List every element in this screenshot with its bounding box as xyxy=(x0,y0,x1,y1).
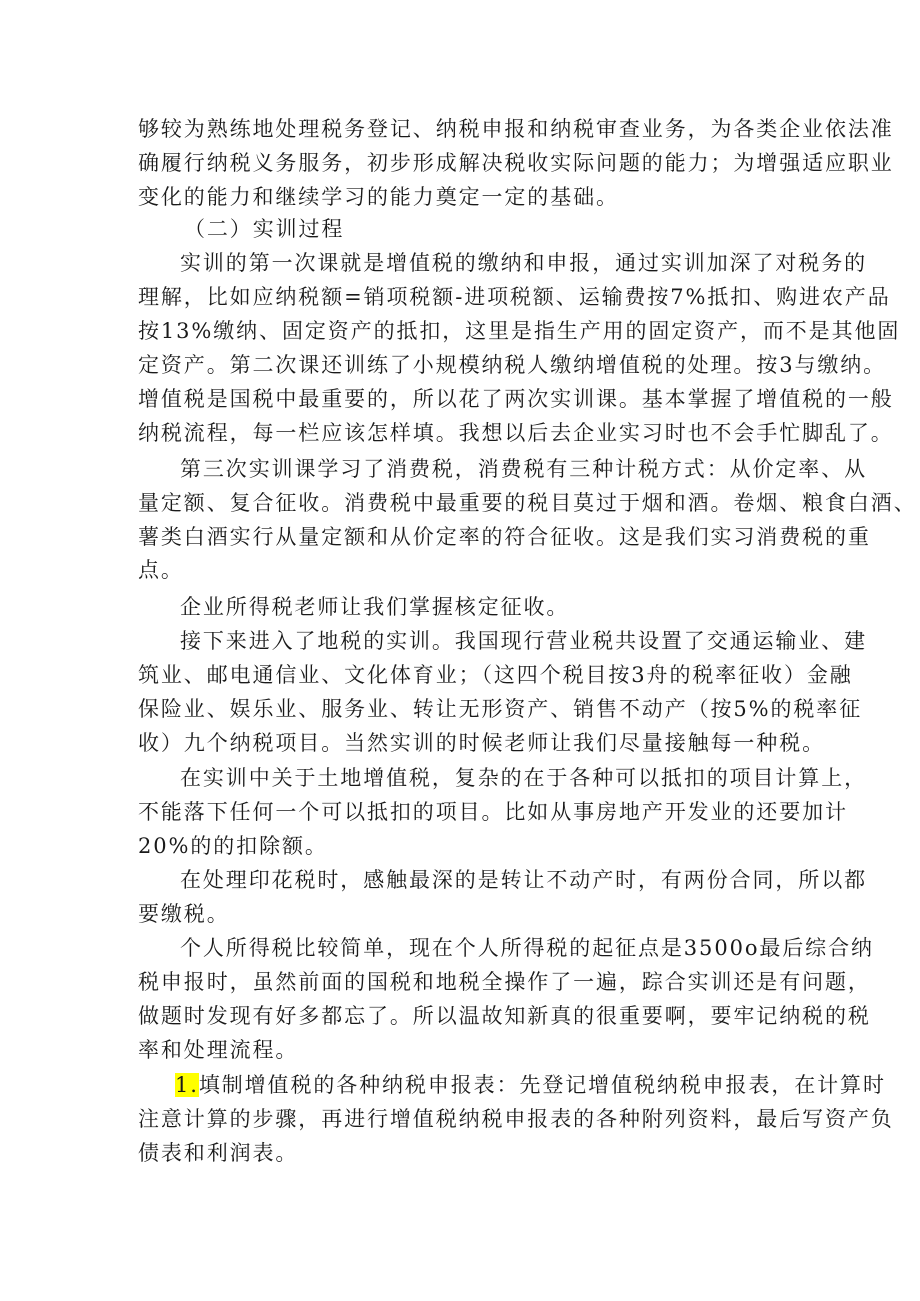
paragraph-line: 接下来进入了地税的实训。我国现行营业税共设置了交通运输业、建 xyxy=(180,629,867,653)
numbered-paragraph-line xyxy=(175,1068,920,1102)
paragraph-line: 理解，比如应纳税额=销项税额-进项税额、运输费按7%抵扣、购进农产品 xyxy=(138,285,891,309)
paragraph-line: 增值税是国税中最重要的，所以花了两次实训课。基本掌握了增值税的一般 xyxy=(138,387,894,411)
paragraph-line: 筑业、邮电通信业、文化体育业；（这四个税目按3舟的税率征收）金融 xyxy=(138,663,853,687)
section-heading: （二）实训过程 xyxy=(184,217,345,241)
paragraph-line: 率和处理流程。 xyxy=(138,1038,299,1062)
paragraph-line: 定资产。第二次课还训练了小规模纳税人缴纳增值税的处理。按3与缴纳。 xyxy=(138,353,887,377)
paragraph-line: 在实训中关于土地增值税，复杂的在于各种可以抵扣的项目计算上， xyxy=(180,766,867,790)
paragraph-line: 收）九个纳税项目。当然实训的时候老师让我们尽量接触每一种税。 xyxy=(138,731,825,755)
paragraph-line: 不能落下任何一个可以抵扣的项目。比如从事房地产开发业的还要加计 xyxy=(138,800,848,824)
paragraph-line: 变化的能力和继续学习的能力奠定一定的基础。 xyxy=(138,185,619,209)
paragraph-line: 个人所得税比较简单，现在个人所得税的起征点是3500o最后综合纳 xyxy=(180,936,874,960)
paragraph-line: 点。 xyxy=(138,558,184,582)
paragraph-line: 量定额、复合征收。消费税中最重要的税目莫过于烟和酒。卷烟、粮食白酒、 xyxy=(138,491,917,515)
paragraph-line: 在处理印花税时，感触最深的是转让不动产时，有两份合同，所以都 xyxy=(180,868,867,892)
paragraph-line: 确履行纳税义务服务，初步形成解决税收实际问题的能力；为增强适应职业 xyxy=(138,151,894,175)
paragraph-line: 按13%缴纳、固定资产的抵扣，这里是指生产用的固定资产，而不是其他固 xyxy=(138,319,901,343)
paragraph-line: 税申报时，虽然前面的国税和地税全操作了一遍，踪合实训还是有问题， xyxy=(138,970,871,994)
paragraph-line: 够较为熟练地处理税务登记、纳税申报和纳税审查业务，为各类企业依法准 xyxy=(138,117,894,141)
paragraph-line: 薯类白酒实行从量定额和从价定率的符合征收。这是我们实习消费税的重 xyxy=(138,525,871,549)
paragraph-line: 实训的第一次课就是增值税的缴纳和申报，通过实训加深了对税务的 xyxy=(180,251,867,275)
paragraph-line: 债表和利润表。 xyxy=(138,1141,299,1165)
paragraph-line: 20%的的扣除额。 xyxy=(138,834,328,858)
paragraph-line: 第三次实训课学习了消费税，消费税有三种计税方式：从价定率、从 xyxy=(180,457,867,481)
highlighted-list-number: 1. xyxy=(175,1073,199,1097)
paragraph-line: 要缴税。 xyxy=(138,902,230,926)
paragraph-line: 注意计算的步骤，再进行增值税纳税申报表的各种附列资料，最后写资产负 xyxy=(138,1107,894,1131)
paragraph-line: 保险业、娱乐业、服务业、转让无形资产、销售不动产（按5%的税率征 xyxy=(138,697,863,721)
paragraph-line: 企业所得税老师让我们掌握核定征收。 xyxy=(180,595,570,619)
paragraph-text: 填制增值税的各种纳税申报表：先登记增值税纳税申报表，在计算时 xyxy=(198,1073,886,1097)
paragraph-line: 做题时发现有好多都忘了。所以温故知新真的很重要啊，要牢记纳税的税 xyxy=(138,1004,871,1028)
paragraph-line: 纳税流程，每一栏应该怎样填。我想以后去企业实习时也不会手忙脚乱了。 xyxy=(138,421,894,445)
